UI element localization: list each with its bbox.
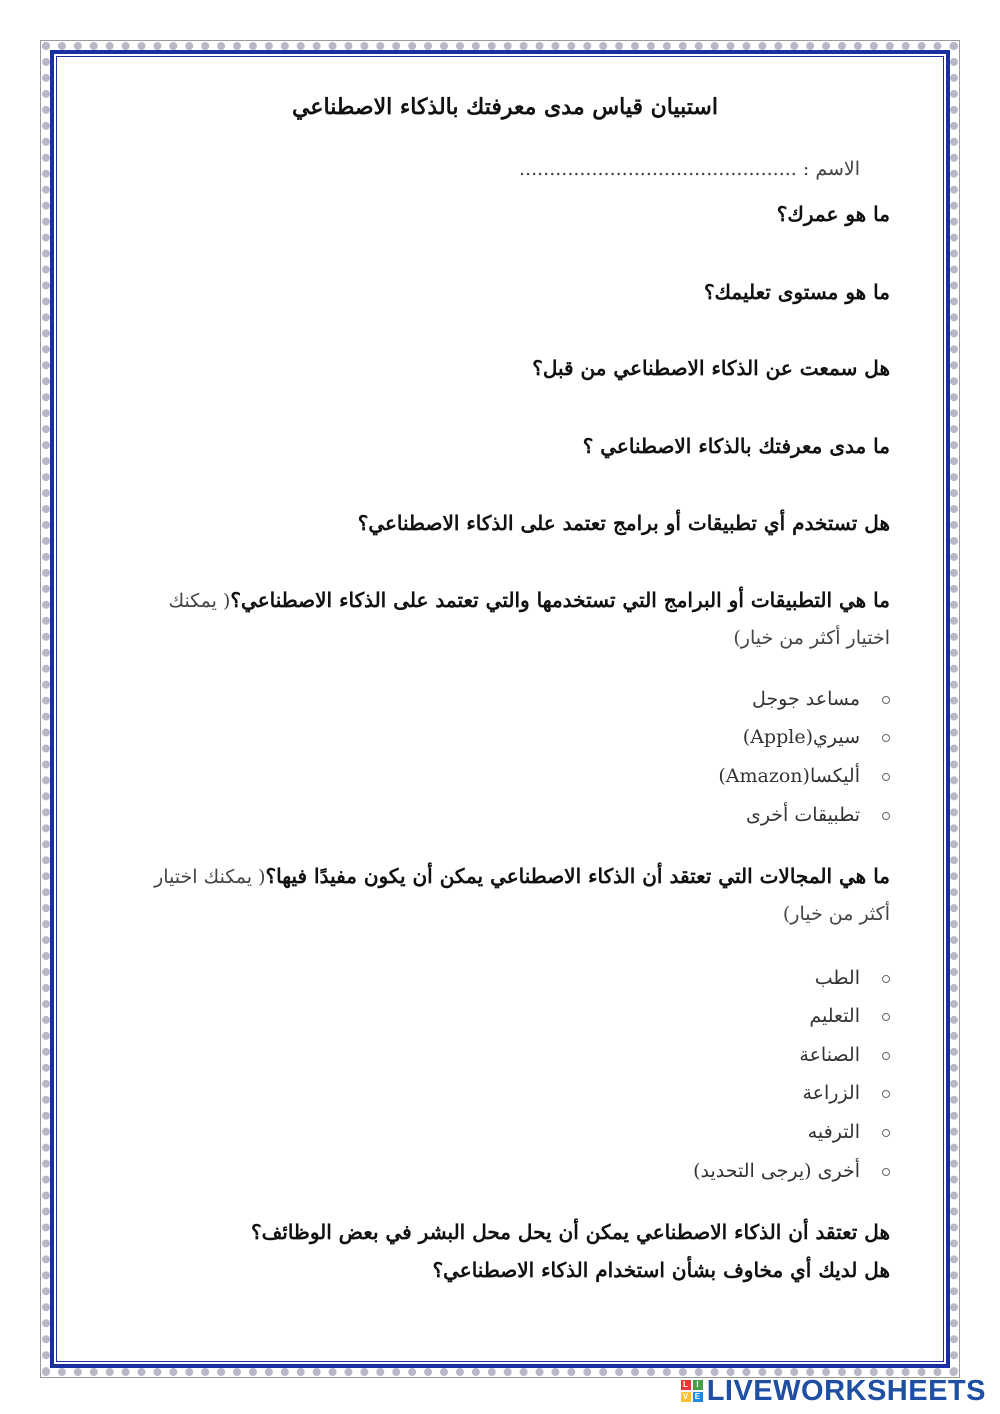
liveworksheets-brand[interactable]: [681, 1376, 986, 1406]
name-blank: ..............................................: [519, 158, 797, 180]
radio-circle-icon[interactable]: [882, 1090, 890, 1098]
question-age: ما هو عمرك؟: [776, 202, 890, 226]
question-replace-humans: هل تعتقد أن الذكاء الاصطناعي يمكن أن يحل محل البشر في بعض الوظائف؟: [250, 1220, 890, 1244]
option-siri[interactable]: سيري(Apple): [743, 722, 890, 752]
radio-circle-icon[interactable]: [882, 773, 890, 781]
radio-circle-icon[interactable]: [882, 696, 890, 704]
option-medicine[interactable]: الطب: [815, 963, 890, 993]
question-apps-list: [120, 582, 890, 656]
option-entertainment[interactable]: الترفيه: [808, 1117, 890, 1147]
radio-circle-icon[interactable]: [882, 1013, 890, 1021]
option-industry[interactable]: الصناعة: [799, 1040, 890, 1070]
question-knowledge-level: ما مدى معرفتك بالذكاء الاصطناعي ؟: [582, 434, 890, 458]
radio-circle-icon[interactable]: [882, 812, 890, 820]
option-other-fields[interactable]: أخرى (يرجى التحديد): [693, 1156, 890, 1186]
liveworksheets-wordmark: LIVEWORKSHEETS: [706, 1374, 986, 1407]
option-google-assistant[interactable]: مساعد جوجل: [752, 684, 890, 714]
option-education[interactable]: التعليم: [809, 1001, 890, 1031]
worksheet-content: [120, 0, 890, 1360]
radio-circle-icon[interactable]: [882, 975, 890, 983]
option-alexa[interactable]: أليكسا(Amazon): [718, 761, 890, 791]
question-fields: [120, 858, 890, 932]
question-education: ما هو مستوى تعليمك؟: [703, 280, 890, 304]
question-fields-hint: ( يمكنك اختيار أكثر من خيار): [154, 866, 890, 925]
name-field[interactable]: [519, 158, 860, 180]
radio-circle-icon[interactable]: [882, 1168, 890, 1176]
question-use-apps: هل تستخدم أي تطبيقات أو برامج تعتمد على الذكاء الاصطناعي؟: [357, 511, 890, 535]
name-label: الاسم :: [802, 158, 860, 180]
question-concerns: هل لديك أي مخاوف بشأن استخدام الذكاء الاصطناعي؟: [432, 1258, 890, 1282]
question-apps-hint: ( يمكنك اختيار أكثر من خيار): [168, 590, 890, 649]
question-fields-text: ما هي المجالات التي تعتقد أن الذكاء الاصطناعي يمكن أن يكون مفيدًا فيها؟: [265, 864, 890, 888]
option-other-apps[interactable]: تطبيقات أخرى: [746, 800, 890, 830]
radio-circle-icon[interactable]: [882, 1052, 890, 1060]
question-heard-ai: هل سمعت عن الذكاء الاصطناعي من قبل؟: [532, 356, 890, 380]
question-apps-text: ما هي التطبيقات أو البرامج التي تستخدمها والتي تعتمد على الذكاء الاصطناعي؟: [230, 588, 890, 612]
liveworksheets-logo-icon: L I V E: [681, 1380, 703, 1402]
option-agriculture[interactable]: الزراعة: [802, 1078, 890, 1108]
page-title: استبيان قياس مدى معرفتك بالذكاء الاصطناعي: [292, 94, 718, 120]
radio-circle-icon[interactable]: [882, 1129, 890, 1137]
radio-circle-icon[interactable]: [882, 734, 890, 742]
